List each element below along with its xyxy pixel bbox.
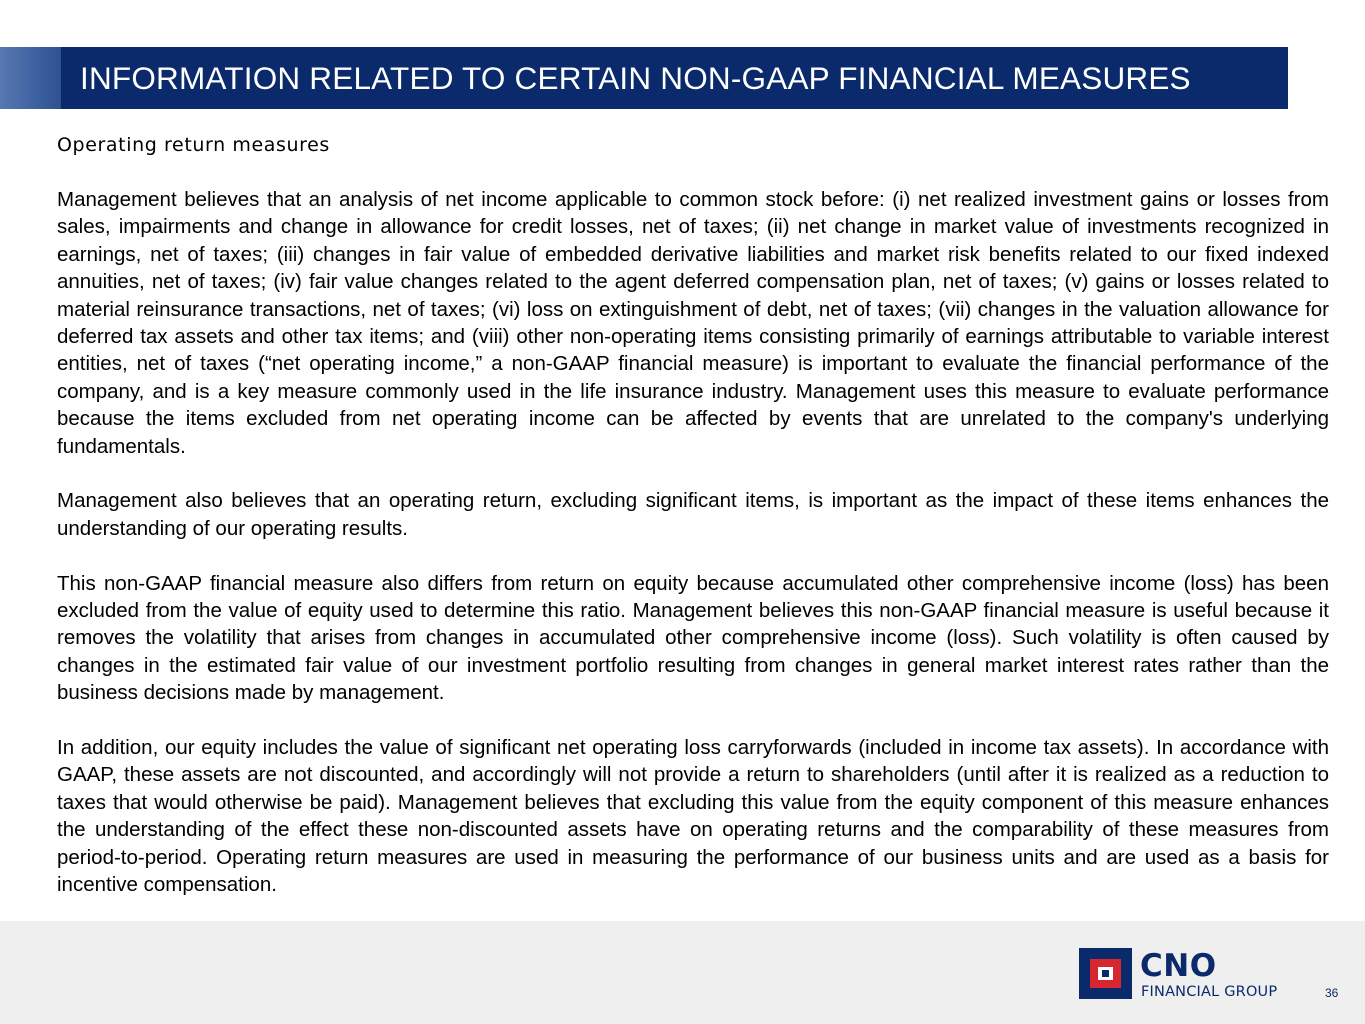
paragraph-operating-return: Management also believes that an operating return, excluding significant items, is important as the impact of these items enhances the understanding of our operating results. [57,489,1329,540]
logo-subtitle: FINANCIAL GROUP [1141,984,1278,1000]
page-title: INFORMATION RELATED TO CERTAIN NON-GAAP FINANCIAL MEASURES [80,59,1191,96]
cno-logo-icon [1079,948,1132,999]
header-bar [61,47,1288,109]
paragraph-return-on-equity: This non-GAAP financial measure also differs from return on equity because accumulated other comprehensive income (loss) has been excluded from the value of equity used to determine this ratio. Management believes this non-GAAP financial measure is useful because it removes the volatility that arises from changes in accumulated other comprehensive income (loss). Such volatility is often caused by changes in the estimated fair value of our investment portfolio resulting from changes in general market interest rates rather than the business decisions made by management. [57,571,1329,705]
paragraph-nol-carryforwards: In addition, our equity includes the value of significant net operating loss carryforwards (included in income tax assets). In accordance with GAAP, these assets are not discounted, and accordingly will not provide a return to shareholders (until after it is realized as a reduction to taxes that would otherwise be paid). Management believes that excluding this value from the equity component of this measure enhances the understanding of the effect these non-discounted assets have on operating returns and the comparability of these measures from period-to-period. Operating return measures are used in measuring the performance of our business units and are used as a basis for incentive compensation. [57,736,1329,897]
page-number: 36 [1325,986,1339,1000]
main-content [57,132,1329,926]
logo-name: CNO [1140,948,1217,984]
paragraph-net-operating-income: Management believes that an analysis of net income applicable to common stock before: (i) net realized investment gains or losses from sales, impairments and change in allowance for credit losses, net of taxes; (ii) net change in market value of investments recognized in earnings, net of taxes; (iii) changes in fair value of embedded derivative liabilities and market risk benefits related to our fixed indexed annuities, net of taxes; (iv) fair value changes related to the agent deferred compensation plan, net of taxes; (v) gains or losses related to material reinsurance transactions, net of taxes; (vi) loss on extinguishment of debt, net of taxes; (vii) changes in the valuation allowance for deferred tax assets and other tax items; and (viii) other non-operating items consisting primarily of earnings attributable to variable interest entities, net of taxes (“net operating income,” a non-GAAP financial measure) is important to evaluate the financial performance of the company, and is a key measure commonly used in the life insurance industry. Management uses this measure to evaluate performance because the items excluded from net operating income can be affected by events that are unrelated to the company's underlying fundamentals. [57,188,1329,458]
header-accent-block [0,47,61,109]
section-subheading: Operating return measures [57,134,330,156]
